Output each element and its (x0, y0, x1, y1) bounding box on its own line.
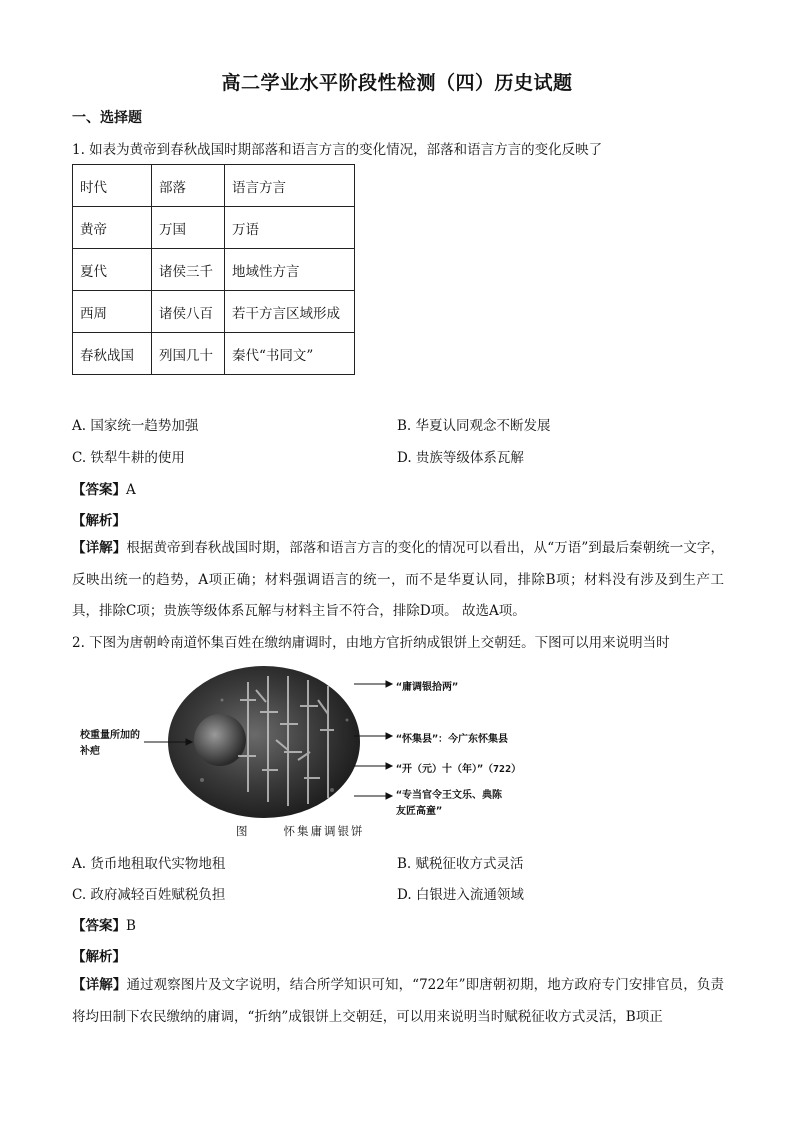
table-cell: 万语 (225, 207, 355, 249)
table-row (73, 165, 355, 207)
analysis-tag: 【解析】 (72, 949, 126, 965)
q1-table (72, 164, 355, 375)
table-cell: 列国几十 (152, 333, 225, 375)
table-row (73, 291, 355, 333)
table-cell: 语言方言 (225, 165, 355, 207)
table-row (73, 333, 355, 375)
table-cell: 诸侯八百 (152, 291, 225, 333)
detail-text: 根据黄帝到春秋战国时期，部落和语言方言的变化的情况可以看出，从“万语”到最后秦朝统一文字，反映出统一的趋势，A项正确；材料强调语言的统一，而不是华夏认同，排除B项；材料没有涉及到生产工具，排除C项；贵族等级体系瓦解与材料主旨不符合，排除D项。 故选A项。 (72, 540, 724, 619)
page-title: 高二学业水平阶段性检测（四）历史试题 (221, 72, 573, 94)
q1-answer (72, 478, 136, 498)
q1-analysis-tag (72, 509, 126, 529)
section-heading: 一、选择题 (72, 110, 142, 126)
table-cell: 黄帝 (73, 207, 152, 249)
answer-value: B (126, 918, 136, 934)
q2-option-b: B. 赋税征收方式灵活 (397, 856, 524, 872)
table-cell: 时代 (73, 165, 152, 207)
table-cell: 地域性方言 (225, 249, 355, 291)
table-row (73, 249, 355, 291)
figure-label-tax: “庸调银拾两” (396, 682, 459, 693)
figure-label-county: “怀集县”：今广东怀集县 (396, 734, 509, 745)
q2-answer (72, 914, 136, 934)
q2-stem: 2. 下图为唐朝岭南道怀集百姓在缴纳庸调时，由地方官折纳成银饼上交朝廷。下图可以用来说明当时 (72, 635, 670, 651)
q2-detail (72, 970, 724, 1033)
answer-tag: 【答案】 (72, 482, 126, 498)
q2-option-c: C. 政府减轻百姓赋税负担 (72, 887, 226, 903)
table-cell: 夏代 (73, 249, 152, 291)
figure-label-date: “开（元）十（年）”（722） (396, 764, 522, 775)
detail-tag: 【详解】 (72, 540, 127, 556)
figure-label-patch: 校重量所加的 补疤 (80, 730, 140, 757)
figure-caption (236, 823, 365, 839)
answer-value: A (126, 482, 136, 498)
table-cell: 部落 (152, 165, 225, 207)
q1-option-a: A. 国家统一趋势加强 (72, 418, 199, 434)
figure-caption-prefix: 图 (236, 824, 250, 838)
answer-tag: 【答案】 (72, 918, 126, 934)
analysis-tag: 【解析】 (72, 513, 126, 529)
q1-option-c: C. 铁犁牛耕的使用 (72, 450, 185, 466)
q1-option-b: B. 华夏认同观念不断发展 (397, 418, 551, 434)
q2-option-d: D. 白银进入流通领域 (397, 887, 524, 903)
table-cell: 若干方言区域形成 (225, 291, 355, 333)
figure-label-officials: “专当官令王文乐、典陈 友匠高童” (396, 790, 503, 817)
q1-option-d: D. 贵族等级体系瓦解 (397, 450, 524, 466)
detail-tag: 【详解】 (72, 977, 127, 993)
q1-stem: 1. 如表为黄帝到春秋战国时期部落和语言方言的变化情况，部落和语言方言的变化反映了 (72, 142, 603, 158)
table-cell: 诸侯三千 (152, 249, 225, 291)
figure-caption-text: 怀集庸调银饼 (283, 824, 365, 838)
table-row (73, 207, 355, 249)
table-cell: 春秋战国 (73, 333, 152, 375)
detail-text: 通过观察图片及文字说明，结合所学知识可知，“722年”即唐朝初期，地方政府专门安排官员，负责将均田制下农民缴纳的庸调，“折纳”成银饼上交朝廷，可以用来说明当时赋税征收方式灵活，B项正 (72, 977, 725, 1025)
q2-analysis-tag (72, 945, 126, 965)
q2-option-a: A. 货币地租取代实物地租 (72, 856, 226, 872)
table-cell: 万国 (152, 207, 225, 249)
silver-cake-image (168, 666, 360, 818)
table-cell: 秦代“书同文” (225, 333, 355, 375)
table-cell: 西周 (73, 291, 152, 333)
q1-detail (72, 533, 724, 628)
